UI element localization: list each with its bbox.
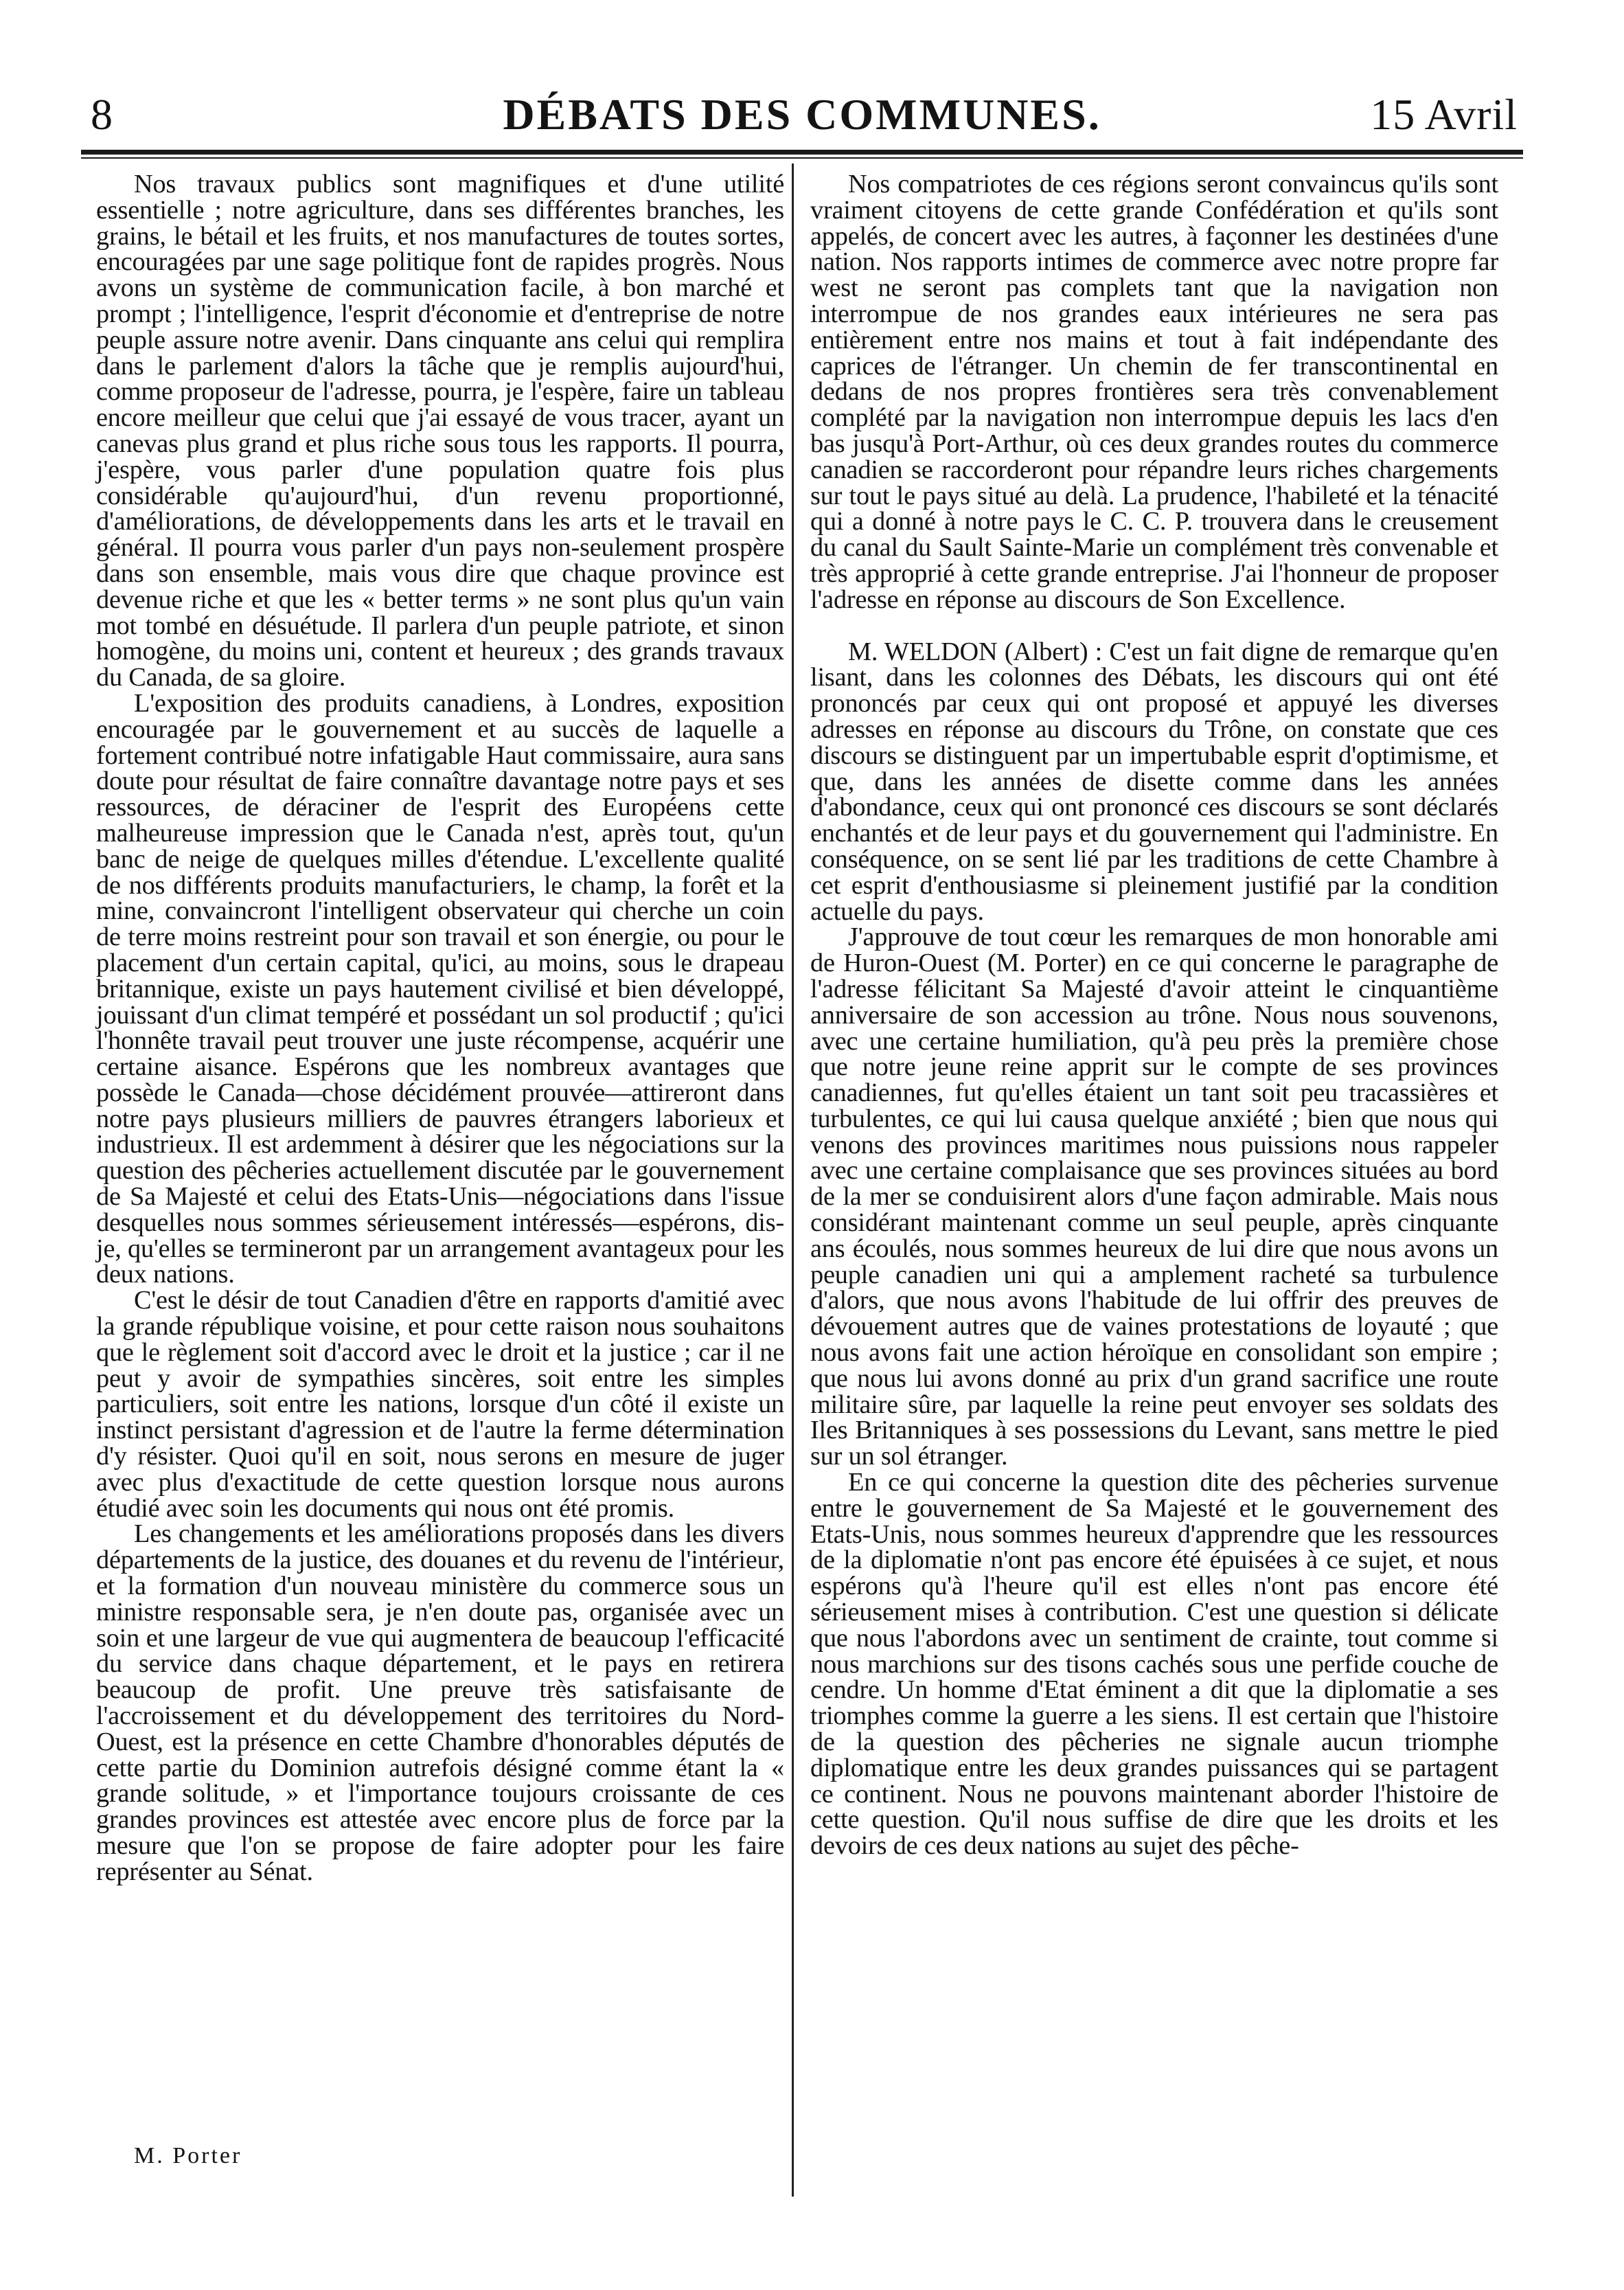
header-rule bbox=[81, 150, 1523, 155]
paragraph: Les changements et les améliorations proposés dans les divers départements de la justice, des douanes et du revenu de l'intérieur, et la formation d'un nouveau ministère du commerce sous un ministre responsable sera, je n'en doute pas, organisée avec un soin et une largeur de vue qui augmentera de beaucoup l'efficacité du service dans chaque département, et le pays en retirera beaucoup de profit. Une preuve très satisfaisante de l'accroissement et du développement des territoires du Nord-Ouest, est la présence en cette Chambre d'honorables députés de cette partie du Dominion autrefois désigné comme étant la « grande solitude, » et l'importance toujours croissante de ces grandes provinces est attestée avec encore plus de force par la mesure que l'on se propose de faire adopter pour les faire représenter au Sénat. bbox=[96, 1519, 784, 1886]
running-header bbox=[81, 84, 1523, 146]
paragraph: J'approuve de tout cœur les remarques de mon honorable ami de Huron-Ouest (M. Porter) en ce qui concerne le paragraphe de l'adresse félicitant Sa Majesté d'avoir atteint le cinquantième anniversaire de son accession au trône. Nous nous souvenons, avec une certaine humiliation, qu'à peu près la première chose que notre jeune reine apprit sur le compte de ses provinces canadiennes, fut qu'elles étaient un tant soit peu tracassières et turbulentes, ce qui lui causa quelque anxiété ; bien que nous qui venons des provinces maritimes nous puissions nous rappeler avec une certaine complaisance que ses provinces situées au bord de la mer se conduisirent alors d'une façon admirable. Mais nous considérant maintenant comme un seul peuple, après cinquante ans écoulés, nous sommes heureux de lui dire que nous avons un peuple canadien uni qui a amplement racheté sa turbulence d'alors, que nous avons l'habitude de lui offrir des preuves de dévouement autres que de vaines protestations de loyauté ; que nous avons fait une action héroïque en consolidant son empire ; que nous lui avons donné au prix d'un grand sacrifice une route militaire sûre, par laquelle la reine peut envoyer ses soldats des Iles Britanniques à ses possessions du Levant, sans mettre le pied sur un sol étranger. bbox=[810, 922, 1498, 1471]
right-column bbox=[810, 172, 1498, 1859]
paragraph: Nos compatriotes de ces régions seront convaincus qu'ils sont vraiment citoyens de cette grande Confédération et qu'ils sont appelés, de concert avec les autres, à façonner les destinées d'une nation. Nos rapports intimes de commerce avec notre propre far west ne seront pas complets tant que la navigation non interrompue de nos grandes eaux intérieures ne sera pas entièrement entre nos mains et tout à fait indépendante des caprices de l'étranger. Un chemin de fer transcontinental en dedans de nos propres frontières sera très convenablement complété par la navigation non interrompue depuis les lacs d'en bas jusqu'à Port-Arthur, où ces deux grandes routes du commerce canadien se raccorderont pour répandre leurs riches chargements sur tout le pays situé au delà. La prudence, l'habileté et la ténacité qui a donné à notre pays le C. C. P. trouvera dans le creusement du canal du Sault Sainte-Marie un complément très convenable et très approprié à cette grande entreprise. J'ai l'honneur de proposer l'adresse en réponse au discours de Son Excellence. bbox=[810, 170, 1498, 614]
paragraph: M. WELDON (Albert) : C'est un fait digne de remarque qu'en lisant, dans les colonnes des Débats, les discours qui ont été prononcés par ceux qui ont proposé et appuyé les diverses adresses en réponse au discours du Trône, on constate que ces discours se distinguent par un impertubable esprit d'optimisme, et que, dans les années de disette comme dans les années d'abondance, ceux qui ont prononcé ces discours se sont déclarés enchantés et de leur pays et du gouvernement qui l'administre. En conséquence, on se sent lié par les traditions de cette Chambre à cet esprit d'enthousiasme si pleinement justifié par la condition actuelle du pays. bbox=[810, 637, 1498, 926]
header-date: 15 Avril bbox=[1370, 90, 1518, 139]
column-divider bbox=[792, 163, 794, 2197]
paragraph: L'exposition des produits canadiens, à Londres, exposition encouragée par le gouvernement et au succès de laquelle a fortement contribué notre infatigable Haut commissaire, aura sans doute pour résultat de faire connaître davantage notre pays et ses ressources, de déraciner de l'esprit des Européens cette malheureuse impression que le Canada n'est, après tout, qu'un banc de neige de quelques milles d'étendue. L'excellente qualité de nos différents produits manufacturiers, le champ, la forêt et la mine, convaincront l'intelligent observateur qui cherche un coin de terre moins restreint pour son travail et son énergie, ou pour le placement d'un certain capital, qu'ici, au moins, sous le drapeau britannique, existe un pays hautement civilisé et bien développé, jouissant d'un climat tempéré et possédant un sol productif ; qu'ici l'honnête travail peut trouver une juste récompense, acquérir une certaine aisance. Espérons que les nombreux avantages que possède le Canada—chose décidément prouvée—attireront dans notre pays plusieurs milliers de pauvres étrangers laborieux et industrieux. Il est ardemment à désirer que les négociations sur la question des pêcheries actuellement discutée par le gouvernement de Sa Majesté et celui des Etats-Unis—négociations dans l'issue desquelles nous sommes sérieusement intéressés—espérons, dis-je, qu'elles se termineront par un arrangement avantageux pour les deux nations. bbox=[96, 688, 784, 1289]
header-rule-thin bbox=[81, 157, 1523, 159]
speaker-signature: M. Porter bbox=[134, 2143, 242, 2168]
publication-title: DÉBATS DES COMMUNES. bbox=[503, 90, 1101, 139]
paragraph: C'est le désir de tout Canadien d'être en rapports d'amitié avec la grande république voisine, et pour cette raison nous souhaitons que le règlement soit d'accord avec le droit et la justice ; car il ne peut y avoir de sympathies sincères, soit entre les simples particuliers, soit entre les nations, lorsque d'un côté il existe un instinct persistant d'agression et de l'autre la ferme détermination d'y résister. Quoi qu'il en soit, nous serons en mesure de juger avec plus d'exactitude de cette question lorsque nous aurons étudié avec soin les documents qui nous ont été promis. bbox=[96, 1286, 784, 1523]
left-column bbox=[96, 172, 784, 1885]
paragraph: Nos travaux publics sont magnifiques et d'une utilité essentielle ; notre agriculture, dans ses différentes branches, les grains, le bétail et les fruits, et nos manufactures de toutes sortes, encouragées par une sage politique font de rapides progrès. Nous avons un système de communication facile, à bon marché et prompt ; l'intelligence, l'esprit d'économie et d'entreprise de notre peuple assure notre avenir. Dans cinquante ans celui qui remplira dans le parlement d'alors la tâche que je remplis aujourd'hui, comme proposeur de l'adresse, pourra, je l'espère, faire un tableau encore meilleur que celui que j'ai essayé de vous tracer, ayant un canevas plus grand et plus riche sous tous les rapports. Il pourra, j'espère, vous parler d'une population quatre fois plus considérable qu'aujourd'hui, d'un revenu proportionné, d'améliorations, de développements dans les arts et le travail en général. Il pourra vous parler d'un pays non-seulement prospère dans son ensemble, mais vous dire que chaque province est devenue riche et que les « better terms » ne sont plus qu'un vain mot tombé en désuétude. Il parlera d'un peuple patriote, et sinon homogène, du moins uni, content et heureux ; des grands travaux du Canada, de sa gloire. bbox=[96, 170, 784, 692]
page-number: 8 bbox=[91, 90, 113, 139]
paragraph: En ce qui concerne la question dite des pêcheries survenue entre le gouvernement de Sa Majesté et le gouvernement des Etats-Unis, nous sommes heureux d'apprendre que les ressources de la diplomatie n'ont pas encore été épuisées à ce sujet, et nous espérons qu'à l'heure qu'il est elles n'ont pas encore été sérieusement mises à contribution. C'est une question si délicate que nous l'abordons avec un sentiment de crainte, tout comme si nous marchions sur des tisons cachés sous une perfide couche de cendre. Un homme d'Etat éminent a dit que la diplomatie a ses triomphes comme la guerre a les siens. Il est certain que l'histoire de la question des pêcheries ne signale aucun triomphe diplomatique entre les deux grandes puissances qui se partagent ce continent. Nous ne pouvons maintenant aborder l'histoire de cette question. Qu'il nous suffise de dire que les droits et les devoirs de ces deux nations au sujet des pêche- bbox=[810, 1468, 1498, 1861]
